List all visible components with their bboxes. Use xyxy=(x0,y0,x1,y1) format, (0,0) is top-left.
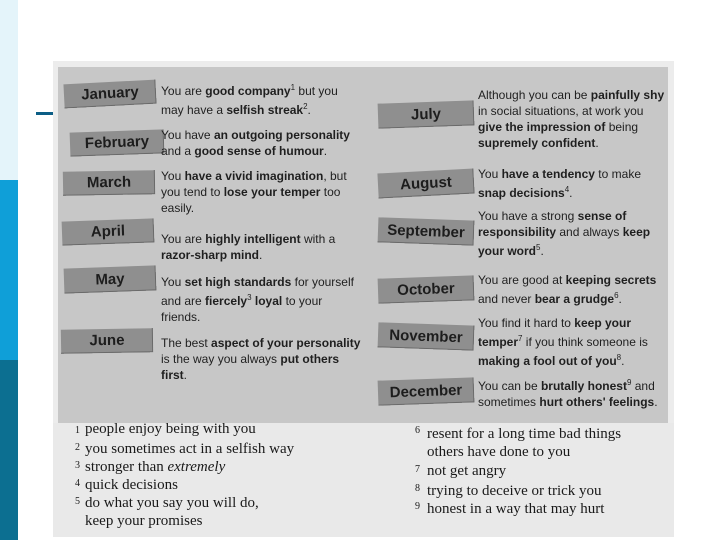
accent-band-top xyxy=(0,0,18,180)
footnote-text: honest in a way that may hurt xyxy=(427,501,605,517)
footnote-text: not get angry xyxy=(427,463,507,479)
month-label-december: December xyxy=(378,377,475,405)
footnote-text: do what you say you will do, xyxy=(85,495,259,511)
month-label-june: June xyxy=(61,328,153,354)
month-label-january: January xyxy=(63,80,156,109)
desc-march: You have a vivid imagination, but you tend to lose your temper too easily. xyxy=(161,169,347,215)
footnote-text: resent for a long time bad things xyxy=(427,426,622,442)
desc-august: You have a tendency to make snap decisions$^4$. xyxy=(478,167,641,200)
desc-june: The best aspect of your personality is the way you always put others first. xyxy=(161,336,361,382)
footnote-number: 9 xyxy=(415,501,420,512)
footnote-number: 5 xyxy=(75,496,80,507)
footnote-text: you sometimes act in a selfish way xyxy=(85,441,295,457)
footnote-number: 1 xyxy=(75,425,80,436)
month-label-november: November xyxy=(378,322,475,350)
accent-band-bottom xyxy=(0,360,18,540)
footnote-text: people enjoy being with you xyxy=(85,421,256,437)
footnote-text: quick decisions xyxy=(85,477,178,493)
desc-october: You are good at keeping secrets and never bear a grudge$^6$. xyxy=(478,273,657,306)
footnote-text: stronger than extremely xyxy=(85,459,226,475)
footnote-number: 8 xyxy=(415,483,420,494)
month-label-april: April xyxy=(62,218,155,245)
desc-april: You are highly intelligent with a razor-sharp mind. xyxy=(161,232,336,262)
desc-september: You have a strong sense of responsibility and always keep your word$^5$. xyxy=(478,209,651,258)
desc-december: You can be brutally honest$^9$ and sometimes hurt others' feelings. xyxy=(478,378,658,409)
month-label-august: August xyxy=(377,169,474,199)
month-label-may: May xyxy=(64,265,157,293)
footnote-text: trying to deceive or trick you xyxy=(427,483,602,499)
month-label-march: March xyxy=(63,170,155,196)
month-label-february: February xyxy=(70,129,165,156)
footnote-number: 6 xyxy=(415,425,420,436)
desc-january: You are good company$^1$ but you may have a selfish streak$^2$. xyxy=(161,83,338,117)
footnote-text: others have done to you xyxy=(427,444,571,460)
footnote-number: 3 xyxy=(75,460,80,471)
desc-july: Although you can be painfully shy in social situations, at work you give the impression of being supremely confident. xyxy=(478,88,665,150)
footnote-number: 4 xyxy=(75,478,80,489)
accent-band-middle xyxy=(0,180,18,360)
scanned-textbook-page xyxy=(53,61,674,537)
glossary-footnotes xyxy=(53,423,674,537)
desc-may: You set high standards for yourself and are fiercely$^3$ loyal to your friends. xyxy=(161,275,354,324)
personality-panel xyxy=(58,67,668,423)
footnote-number: 2 xyxy=(75,442,80,453)
month-label-july: July xyxy=(378,100,475,128)
footnote-number: 7 xyxy=(415,464,420,475)
desc-november: You find it hard to keep your temper$^7$ if you think someone is making a fool out of you$^8$. xyxy=(478,316,648,368)
month-label-september: September xyxy=(378,217,475,245)
month-label-october: October xyxy=(378,275,475,303)
footnote-text: keep your promises xyxy=(85,513,203,529)
desc-february: You have an outgoing personality and a good sense of humour. xyxy=(161,128,350,158)
